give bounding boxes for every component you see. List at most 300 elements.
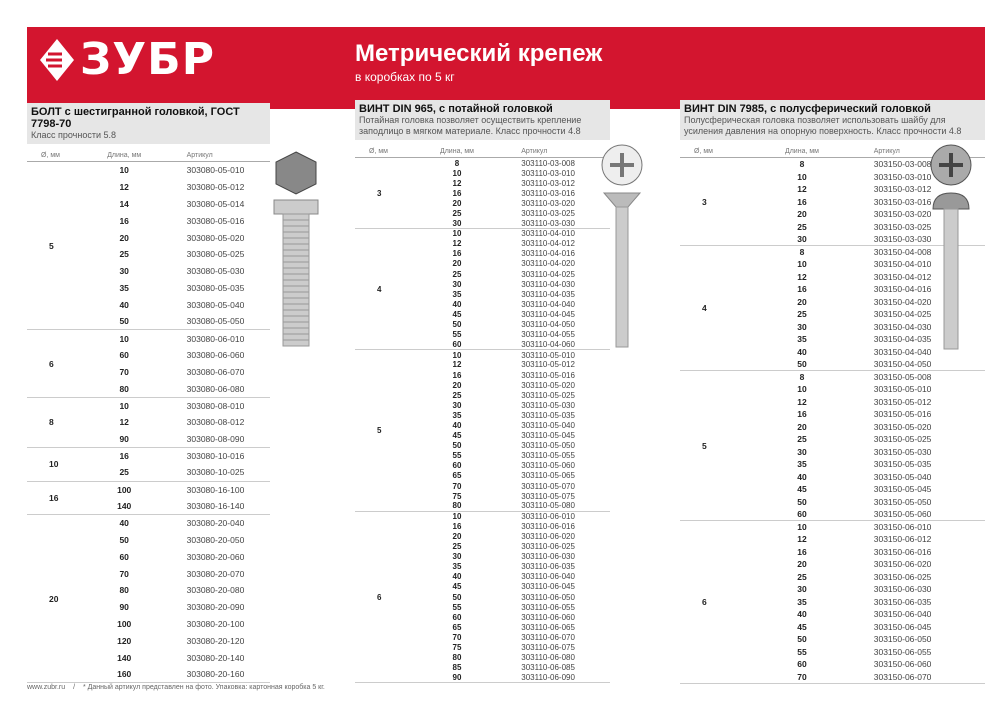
article-cell: 303080-20-040 (161, 515, 270, 532)
length-cell: 50 (119, 534, 129, 545)
length-cell: 16 (452, 370, 462, 380)
article-cell: 303080-06-070 (186, 366, 245, 377)
article-cell: 303080-10-025 (186, 467, 245, 478)
article-cell: 303080-06-060 (186, 350, 245, 361)
article-cell: 303150-05-010 (873, 384, 932, 395)
length-cell: 30 (797, 584, 807, 595)
article-cell: 303080-08-012 (186, 417, 245, 428)
length-cell: 10 (88, 330, 161, 347)
length-cell: 20 (797, 559, 807, 570)
length-cell: 100 (88, 481, 161, 498)
article-cell: 303150-03-030 (873, 234, 932, 244)
article-cell: 303150-05-008 (848, 371, 985, 384)
product-table (355, 158, 610, 683)
length-cell: 35 (119, 282, 129, 293)
column-article: Артикул (521, 147, 548, 155)
length-cell: 12 (797, 534, 807, 545)
section-description: Полусферическая головка позволяет использовать шайбу для усиления давления на опорную поверхность. Класс прочности 4.8 (684, 115, 962, 136)
article-cell: 303110-06-016 (521, 521, 575, 531)
length-cell: 100 (117, 618, 132, 629)
length-cell: 90 (119, 602, 129, 613)
article-cell: 303110-05-030 (521, 400, 575, 410)
article-cell: 303150-06-010 (848, 521, 985, 534)
table-row (27, 515, 270, 532)
article-cell: 303080-16-140 (186, 501, 245, 512)
length-cell: 40 (119, 299, 129, 310)
article-cell: 303110-06-050 (521, 592, 575, 602)
length-cell: 30 (452, 552, 462, 562)
length-cell: 45 (452, 309, 462, 319)
article-cell: 303110-06-055 (521, 602, 575, 612)
length-cell: 45 (797, 621, 807, 632)
column-headers (355, 145, 610, 158)
column-headers (27, 149, 270, 162)
diameter-cell: 8 (27, 397, 88, 447)
length-cell: 80 (452, 653, 462, 663)
length-cell: 70 (119, 366, 129, 377)
article-cell: 303150-05-035 (873, 459, 932, 470)
length-cell: 160 (117, 669, 132, 680)
length-cell: 20 (452, 380, 462, 390)
length-cell: 20 (797, 296, 807, 307)
length-cell: 10 (88, 397, 161, 414)
article-cell: 303110-06-085 (521, 663, 575, 673)
length-cell: 10 (797, 259, 807, 270)
article-cell: 303150-06-020 (873, 559, 932, 570)
length-cell: 80 (452, 501, 462, 511)
length-cell: 40 (88, 515, 161, 532)
article-cell: 303110-06-060 (521, 612, 575, 622)
article-cell: 303110-06-065 (521, 622, 575, 632)
length-cell: 60 (452, 339, 462, 349)
article-cell: 303110-04-010 (495, 229, 610, 239)
length-cell: 16 (797, 546, 807, 557)
section-title: БОЛТ с шестигранной головкой, ГОСТ 7798-70 (31, 106, 240, 130)
article-cell: 303150-04-025 (873, 309, 932, 320)
length-cell: 10 (797, 384, 807, 395)
length-cell: 50 (452, 441, 462, 451)
section-title: ВИНТ DIN 7985, с полусферический головкой (684, 103, 931, 115)
length-cell: 55 (452, 451, 462, 461)
article-cell: 303150-06-012 (873, 534, 932, 545)
article-cell: 303110-04-055 (521, 330, 575, 340)
length-cell: 16 (797, 409, 807, 420)
table-row (680, 371, 985, 384)
length-cell: 25 (797, 221, 807, 232)
article-cell: 303110-05-080 (521, 501, 575, 511)
article-cell: 303110-04-050 (521, 320, 575, 330)
length-cell: 70 (452, 632, 462, 642)
article-cell: 303110-05-016 (521, 370, 575, 380)
length-cell: 40 (452, 299, 462, 309)
length-cell: 20 (119, 232, 129, 243)
article-cell: 303110-06-090 (521, 673, 575, 683)
length-cell: 8 (756, 246, 848, 259)
table-row (27, 481, 270, 498)
article-cell: 303110-05-055 (521, 451, 575, 461)
length-cell: 45 (452, 582, 462, 592)
article-cell: 303110-06-035 (521, 562, 575, 572)
article-cell: 303080-05-010 (186, 165, 245, 176)
article-cell: 303150-05-060 (873, 509, 932, 519)
length-cell: 35 (797, 334, 807, 345)
length-cell: 65 (452, 622, 462, 632)
article-cell: 303150-03-020 (873, 209, 932, 220)
length-cell: 25 (452, 390, 462, 400)
length-cell: 12 (452, 239, 462, 249)
table-row (27, 397, 270, 414)
article-cell: 303080-05-035 (186, 282, 245, 293)
length-cell: 25 (452, 542, 462, 552)
article-cell: 303110-05-012 (521, 360, 575, 370)
article-cell: 303150-04-010 (873, 259, 932, 270)
article-cell: 303080-06-010 (161, 330, 270, 347)
length-cell: 40 (452, 572, 462, 582)
diameter-cell: 4 (680, 246, 756, 371)
length-cell: 25 (797, 434, 807, 445)
article-cell: 303150-06-050 (873, 634, 932, 645)
length-cell: 80 (119, 585, 129, 596)
article-cell: 303150-03-012 (873, 184, 932, 195)
article-cell: 303080-05-016 (186, 215, 245, 226)
article-cell: 303150-04-035 (873, 334, 932, 345)
length-cell: 60 (797, 659, 807, 670)
length-cell: 8 (454, 158, 460, 168)
length-cell: 20 (797, 209, 807, 220)
article-cell: 303110-04-025 (521, 269, 575, 279)
article-cell: 303080-08-090 (186, 433, 245, 444)
length-cell: 75 (452, 491, 462, 501)
column-article: Артикул (873, 147, 900, 155)
length-cell: 25 (119, 467, 129, 478)
article-cell: 303110-03-010 (521, 168, 575, 178)
length-cell: 60 (452, 461, 462, 471)
length-cell: 20 (452, 259, 462, 269)
length-cell: 30 (797, 321, 807, 332)
length-cell: 30 (119, 266, 129, 277)
product-table (27, 162, 270, 683)
article-cell: 303110-05-025 (521, 390, 575, 400)
article-cell: 303110-04-012 (521, 239, 575, 249)
length-cell: 55 (797, 646, 807, 657)
article-cell: 303110-05-070 (521, 481, 575, 491)
diameter-cell: 6 (355, 511, 419, 683)
article-cell: 303080-05-014 (186, 198, 245, 209)
article-cell: 303110-06-030 (521, 552, 575, 562)
column-length: Длина, мм (439, 147, 474, 155)
article-cell: 303080-05-012 (186, 182, 245, 193)
length-cell: 45 (452, 431, 462, 441)
article-cell: 303080-20-160 (186, 669, 245, 680)
article-cell: 303080-10-016 (161, 448, 270, 465)
length-cell: 14 (119, 198, 129, 209)
article-cell: 303110-03-012 (521, 178, 575, 188)
column-diameter: Ø, мм (41, 151, 60, 159)
article-cell: 303110-04-035 (521, 289, 575, 299)
table-row (355, 229, 610, 239)
website-link[interactable]: www.zubr.ru (27, 684, 66, 691)
article-cell: 303150-05-025 (873, 434, 932, 445)
article-cell: 303110-06-045 (521, 582, 575, 592)
length-cell: 12 (119, 182, 129, 193)
article-cell: 303150-06-040 (873, 609, 932, 620)
length-cell: 16 (452, 521, 462, 531)
article-cell: 303080-05-025 (186, 249, 245, 260)
section-header (680, 100, 985, 140)
article-cell: 303110-03-020 (521, 198, 575, 208)
column-diameter: Ø, мм (694, 147, 713, 155)
length-cell: 30 (452, 279, 462, 289)
article-cell: 303150-06-045 (873, 621, 932, 632)
article-cell: 303110-04-030 (521, 279, 575, 289)
article-cell: 303110-05-040 (521, 420, 575, 430)
diameter-cell: 10 (27, 448, 88, 482)
article-cell: 303110-04-016 (521, 249, 575, 259)
table-row (355, 158, 610, 168)
length-cell: 120 (117, 635, 132, 646)
length-cell: 25 (797, 309, 807, 320)
article-cell: 303150-06-055 (873, 646, 932, 657)
article-cell: 303110-04-060 (521, 339, 575, 349)
article-cell: 303110-04-040 (521, 299, 575, 309)
article-cell: 303080-05-050 (186, 316, 245, 327)
length-cell: 40 (797, 346, 807, 357)
article-cell: 303150-06-030 (873, 584, 932, 595)
article-cell: 303080-20-120 (186, 635, 245, 646)
length-cell: 16 (88, 448, 161, 465)
article-cell: 303080-05-040 (186, 299, 245, 310)
article-cell: 303150-05-040 (873, 471, 932, 482)
length-cell: 10 (419, 350, 496, 360)
article-cell: 303110-06-070 (521, 632, 575, 642)
brand-logo (40, 34, 215, 85)
article-cell: 303110-05-035 (521, 410, 575, 420)
length-cell: 25 (797, 571, 807, 582)
article-cell: 303110-06-025 (521, 542, 575, 552)
length-cell: 35 (452, 410, 462, 420)
diameter-cell: 16 (27, 481, 88, 515)
page-title: Метрический крепеж (355, 40, 603, 67)
length-cell: 140 (117, 501, 132, 512)
length-cell: 35 (797, 459, 807, 470)
article-cell: 303110-05-065 (521, 471, 575, 481)
length-cell: 50 (452, 592, 462, 602)
length-cell: 10 (452, 168, 462, 178)
length-cell: 12 (119, 417, 129, 428)
zubr-logo-icon (40, 39, 74, 81)
article-cell: 303150-03-016 (873, 196, 932, 207)
article-cell: 303150-04-050 (873, 359, 932, 369)
length-cell: 50 (797, 634, 807, 645)
diameter-cell: 3 (702, 196, 707, 207)
length-cell: 80 (119, 383, 129, 394)
length-cell: 25 (452, 269, 462, 279)
article-cell: 303150-04-008 (848, 246, 985, 259)
article-cell: 303150-04-040 (873, 346, 932, 357)
footer-separator: / (73, 684, 76, 691)
diameter-cell: 5 (355, 350, 419, 512)
length-cell: 140 (117, 652, 132, 663)
article-cell: 303110-03-016 (521, 188, 575, 198)
article-cell: 303150-05-016 (873, 409, 932, 420)
article-cell: 303080-20-100 (186, 618, 245, 629)
article-cell: 303150-06-070 (873, 671, 932, 682)
length-cell: 20 (452, 198, 462, 208)
article-cell: 303150-04-020 (873, 296, 932, 307)
length-cell: 35 (797, 596, 807, 607)
length-cell: 70 (797, 671, 807, 682)
article-cell: 303150-04-030 (873, 321, 932, 332)
column-article: Артикул (186, 151, 213, 159)
length-cell: 85 (452, 663, 462, 673)
length-cell: 35 (452, 289, 462, 299)
article-cell: 303110-05-010 (495, 350, 610, 360)
length-cell: 12 (452, 360, 462, 370)
pan-head-screw-icon (925, 143, 977, 353)
diameter-cell: 6 (27, 330, 88, 397)
article-cell: 303080-16-100 (161, 481, 270, 498)
length-cell: 60 (119, 350, 129, 361)
length-cell: 60 (119, 551, 129, 562)
article-cell: 303150-05-012 (873, 396, 932, 407)
article-cell: 303110-06-020 (521, 532, 575, 542)
article-cell: 303150-04-012 (873, 271, 932, 282)
length-cell: 65 (452, 471, 462, 481)
page-subtitle: в коробках по 5 кг (355, 70, 455, 84)
length-cell: 70 (452, 481, 462, 491)
article-cell: 303110-06-010 (495, 511, 610, 521)
length-cell: 75 (452, 643, 462, 653)
article-cell: 303080-20-050 (186, 534, 245, 545)
article-cell: 303080-20-090 (186, 602, 245, 613)
length-cell: 12 (797, 396, 807, 407)
length-cell: 8 (799, 159, 805, 170)
footer-note: * Данный артикул представлен на фото. Упаковка: картонная коробка 5 кг. (82, 684, 325, 691)
length-cell: 40 (797, 471, 807, 482)
length-cell: 10 (756, 521, 848, 534)
length-cell: 12 (797, 271, 807, 282)
column-diameter: Ø, мм (369, 147, 388, 155)
length-cell: 40 (797, 609, 807, 620)
diameter-cell: 4 (355, 229, 419, 350)
table-row (27, 330, 270, 347)
length-cell: 10 (419, 229, 496, 239)
length-cell: 55 (452, 330, 462, 340)
length-cell: 30 (797, 234, 807, 244)
article-cell: 303080-06-080 (186, 383, 245, 394)
length-cell: 12 (452, 178, 462, 188)
article-cell: 303080-20-140 (186, 652, 245, 663)
length-cell: 16 (797, 196, 807, 207)
column-length: Длина, мм (784, 147, 819, 155)
article-cell: 303110-06-075 (521, 643, 575, 653)
length-cell: 50 (797, 496, 807, 507)
length-cell: 16 (119, 215, 129, 226)
length-cell: 10 (119, 165, 129, 176)
article-cell: 303150-04-016 (873, 284, 932, 295)
length-cell: 16 (452, 188, 462, 198)
article-cell: 303150-06-025 (873, 571, 932, 582)
article-cell: 303080-20-070 (186, 568, 245, 579)
length-cell: 50 (119, 316, 129, 327)
length-cell: 16 (452, 249, 462, 259)
article-cell: 303080-05-030 (186, 266, 245, 277)
length-cell: 90 (119, 433, 129, 444)
article-cell: 303110-05-060 (521, 461, 575, 471)
article-cell: 303110-05-050 (521, 441, 575, 451)
article-cell: 303110-03-008 (521, 158, 575, 168)
diameter-cell: 6 (680, 521, 756, 684)
length-cell: 30 (452, 218, 462, 228)
length-cell: 50 (797, 359, 807, 369)
section-description: Потайная головка позволяет осуществить крепление заподлицо в мягком материале. Класс прочности 4.8 (359, 115, 582, 136)
length-cell: 10 (797, 171, 807, 182)
length-cell: 10 (419, 511, 496, 521)
table-row (27, 162, 270, 179)
table-row (27, 448, 270, 465)
diameter-cell: 5 (49, 240, 54, 251)
length-cell: 60 (452, 612, 462, 622)
diameter-cell: 20 (27, 515, 88, 683)
article-cell: 303150-03-025 (873, 221, 932, 232)
article-cell: 303110-04-045 (521, 309, 575, 319)
section-hex-bolt (27, 103, 270, 683)
logo-text: ЗУБР (80, 34, 215, 85)
article-cell: 303150-05-050 (873, 496, 932, 507)
length-cell: 25 (452, 209, 462, 219)
table-row (355, 350, 610, 360)
article-cell: 303110-05-045 (521, 431, 575, 441)
section-header (27, 103, 270, 144)
length-cell: 50 (452, 320, 462, 330)
length-cell: 70 (119, 568, 129, 579)
article-cell: 303110-03-030 (521, 218, 575, 228)
length-cell: 35 (452, 562, 462, 572)
length-cell: 55 (452, 602, 462, 612)
article-cell: 303150-05-045 (873, 484, 932, 495)
length-cell: 20 (797, 421, 807, 432)
length-cell: 20 (452, 532, 462, 542)
article-cell: 303150-03-008 (873, 159, 932, 170)
length-cell: 60 (797, 509, 807, 519)
article-cell: 303080-20-080 (186, 585, 245, 596)
article-cell: 303110-04-020 (521, 259, 575, 269)
section-header (355, 100, 610, 140)
length-cell: 12 (797, 184, 807, 195)
length-cell: 8 (756, 371, 848, 384)
section-description: Класс прочности 5.8 (31, 130, 117, 140)
article-cell: 303150-05-020 (873, 421, 932, 432)
footer (27, 684, 325, 691)
length-cell: 30 (452, 400, 462, 410)
column-length: Длина, мм (107, 151, 142, 159)
table-row (355, 511, 610, 521)
article-cell: 303110-05-020 (521, 380, 575, 390)
article-cell: 303150-03-010 (873, 171, 932, 182)
length-cell: 25 (119, 249, 129, 260)
length-cell: 40 (452, 420, 462, 430)
countersunk-screw-icon (598, 143, 646, 353)
length-cell: 90 (452, 673, 462, 683)
section-title: ВИНТ DIN 965, с потайной головкой (359, 103, 553, 115)
article-cell: 303150-05-030 (873, 446, 932, 457)
diameter-cell: 5 (680, 371, 756, 521)
length-cell: 45 (797, 484, 807, 495)
article-cell: 303150-06-060 (873, 659, 932, 670)
article-cell: 303150-06-016 (873, 546, 932, 557)
article-cell: 303080-05-020 (186, 232, 245, 243)
hex-bolt-icon (268, 150, 324, 350)
